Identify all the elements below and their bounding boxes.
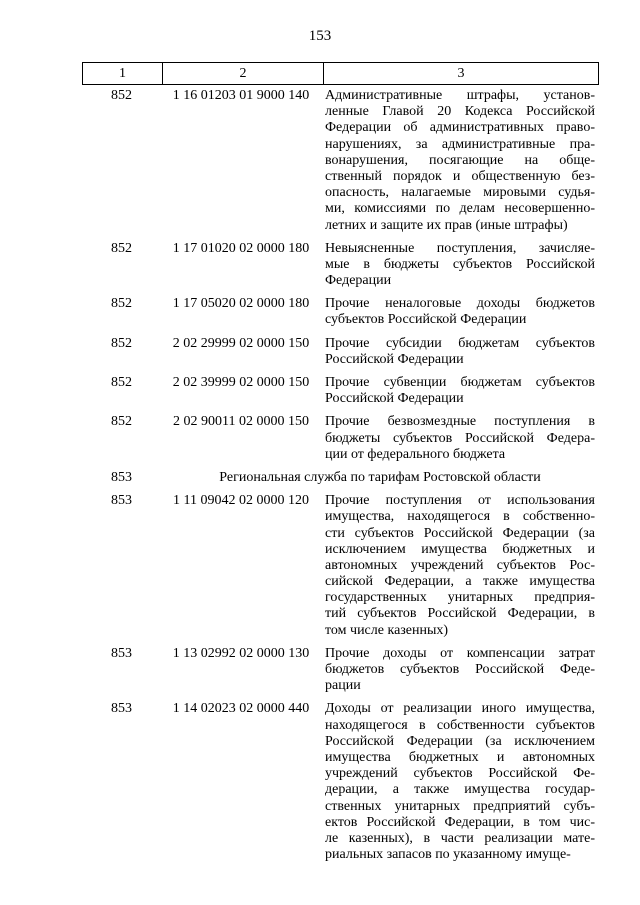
- description-line: риальных запасов по указанному имуще-: [325, 847, 571, 863]
- column-header-1: 1: [83, 63, 163, 85]
- description-line: рации: [325, 678, 361, 694]
- description-line: сийской Федерации, а также имущества: [325, 574, 595, 590]
- description-line: ственный порядок и общественную без-: [325, 168, 595, 184]
- table-row: [82, 241, 599, 290]
- admin-code-cell: 853: [111, 493, 132, 509]
- description-line: сти субъектов Российской Федерации (за: [325, 525, 595, 541]
- budget-code-cell: 1 17 01020 02 0000 180: [172, 240, 310, 256]
- admin-code-cell: 852: [111, 296, 132, 312]
- admin-code-cell: 853: [111, 645, 132, 661]
- admin-code-cell: 853: [111, 701, 132, 717]
- budget-code-cell: 2 02 29999 02 0000 150: [172, 335, 310, 351]
- description-line: Прочие доходы от компенсации затрат: [325, 645, 595, 661]
- admin-code-cell: 852: [111, 375, 132, 390]
- admin-code-cell: 852: [111, 335, 132, 351]
- description-line: ственных унитарных предприятий субъ-: [325, 798, 595, 814]
- description-line: Доходы от реализации иного имущества,: [325, 701, 595, 717]
- description-line: ектов Российской Федерации, в том чис-: [325, 814, 595, 830]
- description-line: Прочие безвозмездные поступления в: [325, 414, 595, 430]
- table-row: [82, 296, 599, 328]
- description-line: государственных унитарных предприя-: [325, 590, 595, 606]
- description-line: Невыясненные поступления, зачисляе-: [325, 240, 595, 256]
- table-row: [82, 336, 599, 368]
- description-line: ле казенных), в части реализации мате-: [325, 830, 595, 846]
- description-line: Федерации: [325, 273, 392, 289]
- description-line: бюджетов субъектов Российской Феде-: [325, 662, 595, 678]
- description-line: ции от федерального бюджета: [325, 446, 506, 462]
- description-line: вонарушения, посягающие на обще-: [325, 152, 595, 168]
- budget-code-cell: 1 17 05020 02 0000 180: [172, 296, 310, 312]
- description-line: Прочие неналоговые доходы бюджетов: [325, 296, 595, 312]
- table-body: [82, 88, 599, 870]
- column-header-2: 2: [163, 63, 324, 85]
- description-line: Прочие поступления от использования: [325, 493, 595, 509]
- table-row: [82, 414, 599, 463]
- description-line: имущества бюджетных и автономных: [325, 749, 595, 765]
- description-line: Прочие субвенции бюджетам субъектов: [325, 375, 595, 390]
- description-line: ми, комиссиями по делам несовершенно-: [325, 201, 595, 217]
- budget-code-cell: 2 02 39999 02 0000 150: [172, 375, 310, 390]
- description-line: учреждений субъектов Российской Фе-: [325, 766, 595, 782]
- table-row: [82, 646, 599, 695]
- table-row: [82, 701, 599, 863]
- table-header: [82, 62, 599, 85]
- description-line: автономных учреждений субъектов Рос-: [325, 557, 595, 573]
- description-cell: [325, 88, 595, 234]
- description-line: том числе казенных): [325, 622, 449, 638]
- budget-code-cell: 1 14 02023 02 0000 440: [172, 701, 310, 717]
- description-cell: [325, 375, 595, 407]
- table-row: [82, 493, 599, 639]
- description-line: нарушениях, за административные пра-: [325, 136, 595, 152]
- page-number: 153: [308, 28, 332, 44]
- admin-code-cell: 852: [111, 240, 132, 256]
- budget-code-cell: 1 13 02992 02 0000 130: [172, 645, 310, 661]
- description-cell: [325, 336, 595, 368]
- admin-code-cell: 852: [111, 88, 132, 103]
- table-row: [82, 88, 599, 234]
- section-title: Региональная служба по тарифам Ростовской области: [219, 469, 541, 485]
- description-line: Федерации об административных право-: [325, 120, 595, 136]
- description-cell: [325, 296, 595, 328]
- description-line: исключением имущества бюджетных и: [325, 541, 595, 557]
- description-line: ленные Главой 20 Кодекса Российской: [325, 104, 595, 120]
- budget-code-cell: 1 11 09042 02 0000 120: [173, 493, 309, 509]
- budget-code-cell: 1 16 01203 01 9000 140: [172, 88, 310, 103]
- description-line: Российской Федерации: [325, 391, 464, 407]
- description-line: Российской Федерации: [325, 351, 464, 367]
- description-cell: [325, 701, 595, 863]
- description-line: Российской Федерации (за исключением: [325, 733, 595, 749]
- description-cell: [325, 414, 595, 463]
- description-line: тий субъектов Российской Федерации, в: [325, 606, 595, 622]
- table-row: [82, 375, 599, 407]
- description-line: бюджеты субъектов Российской Федера-: [325, 430, 595, 446]
- column-header-3: 3: [324, 63, 599, 85]
- description-line: имущества, находящегося в собственно-: [325, 509, 595, 525]
- table-row: [82, 470, 599, 486]
- description-line: дерации, а также имущества государ-: [325, 782, 595, 798]
- description-line: летних и защите их прав (иные штрафы): [325, 217, 568, 233]
- budget-code-cell: 2 02 90011 02 0000 150: [173, 414, 309, 430]
- description-line: мые в бюджеты субъектов Российской: [325, 256, 595, 272]
- description-cell: [325, 241, 595, 290]
- description-line: опасность, налагаемые мировыми судья-: [325, 185, 595, 201]
- description-cell: [325, 646, 595, 695]
- admin-code-cell: 853: [111, 469, 132, 485]
- description-line: находящегося в собственности субъектов: [325, 717, 595, 733]
- description-line: Административные штрафы, установ-: [325, 88, 595, 103]
- admin-code-cell: 852: [111, 414, 132, 430]
- description-cell: [325, 493, 595, 639]
- description-line: субъектов Российской Федерации: [325, 312, 527, 328]
- description-line: Прочие субсидии бюджетам субъектов: [325, 335, 595, 351]
